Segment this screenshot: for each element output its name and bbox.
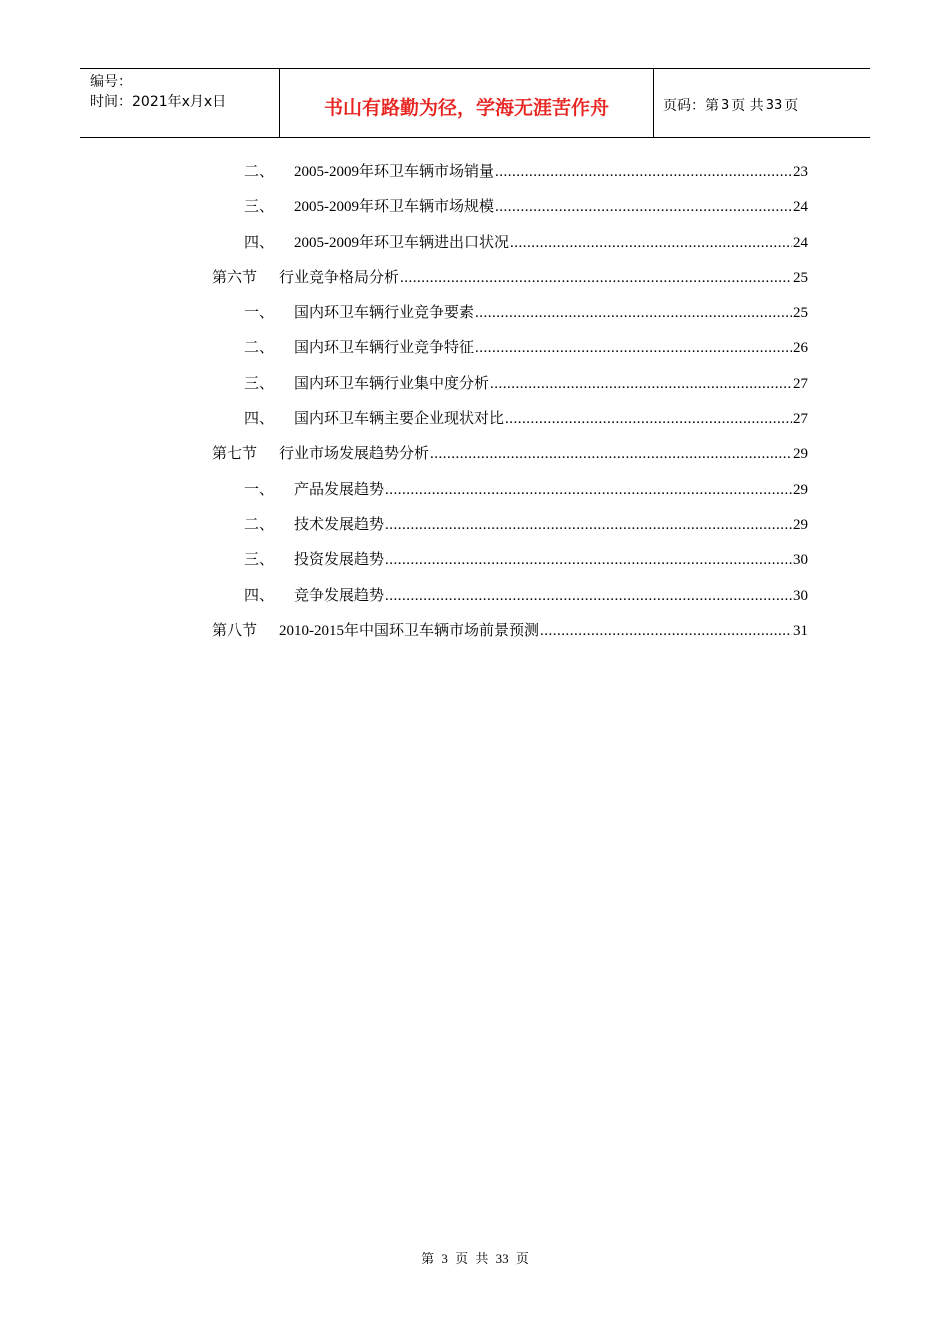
toc-entry-title: 行业竞争格局分析 [279,269,400,286]
toc-leader-dots [505,411,792,428]
header-motto: 书山有路勤为径，学海无涯苦作舟 [323,96,609,119]
toc-entry-label: 三、 [244,199,275,216]
toc-entry-label: 一、 [244,481,275,498]
header-page-cell [654,69,870,137]
toc-entry-page: 24 [793,199,808,216]
toc-entry[interactable] [212,336,808,371]
toc-leader-dots [400,270,792,287]
toc-leader-dots [385,588,792,605]
toc-leader-dots [475,305,792,322]
toc-entry-page: 30 [793,552,808,569]
toc-entry-page: 30 [793,587,808,604]
toc-entry-title: 国内环卫车辆行业竞争特征 [294,340,475,357]
toc-entry-page: 31 [793,622,808,639]
toc-entry-page: 27 [793,375,808,392]
toc-entry-title: 竞争发展趋势 [294,587,385,604]
toc-leader-dots [385,552,792,569]
toc-entry-label: 三、 [244,552,275,569]
toc-entry-title: 国内环卫车辆行业集中度分析 [294,375,490,392]
toc-leader-dots [495,199,792,216]
header-page-prefix: 页码：第 [663,98,719,114]
toc-entry-title: 国内环卫车辆主要企业现状对比 [294,411,505,428]
toc-entry-page: 25 [793,269,808,286]
header-page-mid: 页 共 [731,98,764,114]
document-time-label: 时间：2021年x月x日 [90,94,227,110]
toc-entry[interactable] [212,301,808,336]
toc-entry-title: 2005-2009年环卫车辆市场规模 [294,199,494,216]
toc-entry[interactable] [212,266,808,301]
toc-leader-dots [510,235,792,252]
toc-leader-dots [385,482,792,499]
toc-entry-page: 27 [793,411,808,428]
toc-entry-page: 23 [793,164,808,180]
toc-entry-label: 四、 [244,587,275,604]
header-page-total: 33 [765,97,783,113]
document-number-label: 编号： [90,74,132,90]
toc-entry-title: 2005-2009年环卫车辆市场销量 [294,164,494,180]
toc-entry-page: 29 [793,516,808,533]
toc-leader-dots [490,376,792,393]
header-motto-cell [280,69,654,137]
toc-entry-title: 行业市场发展趋势分析 [279,446,430,463]
toc-entry-label: 二、 [244,340,275,357]
toc-entry-title: 产品发展趋势 [294,481,385,498]
toc-entry-page: 24 [793,234,808,251]
toc-entry-label: 三、 [244,375,275,392]
toc-leader-dots [495,164,792,181]
toc-leader-dots [385,517,792,534]
header-page-suffix: 页 [784,98,799,114]
toc-entry-label: 四、 [244,411,275,428]
page-header [80,68,870,138]
toc-entry[interactable] [212,231,808,266]
toc-entry-label: 第六节 [212,269,258,286]
toc-entry-title: 2005-2009年环卫车辆进出口状况 [294,234,509,251]
toc-entry[interactable] [212,584,808,619]
toc-leader-dots [475,340,792,357]
header-page-current: 3 [721,97,730,113]
toc-entry-page: 29 [793,481,808,498]
toc-entry-label: 二、 [244,164,275,180]
toc-leader-dots [430,446,792,463]
table-of-contents [212,160,808,654]
toc-leader-dots [540,623,792,640]
toc-entry[interactable] [212,407,808,442]
toc-entry-label: 四、 [244,234,275,251]
toc-entry[interactable] [212,513,808,548]
header-meta-cell [80,69,280,137]
toc-entry[interactable] [212,442,808,477]
toc-entry-page: 25 [793,305,808,322]
toc-entry[interactable] [212,548,808,583]
toc-entry-title: 技术发展趋势 [294,516,385,533]
toc-entry[interactable] [212,372,808,407]
toc-entry-label: 第八节 [212,622,258,639]
toc-entry-title: 投资发展趋势 [294,552,385,569]
toc-entry-label: 一、 [244,305,275,322]
toc-entry-label: 二、 [244,516,275,533]
toc-entry-title: 国内环卫车辆行业竞争要素 [294,305,475,322]
page-footer: 第 3 页 共 33 页 [421,1251,529,1266]
toc-entry[interactable] [212,195,808,230]
toc-entry[interactable] [212,478,808,513]
toc-entry[interactable] [212,619,808,654]
toc-entry-label: 第七节 [212,446,258,463]
toc-entry[interactable] [212,160,808,195]
toc-entry-page: 29 [793,446,808,463]
toc-entry-title: 2010-2015年中国环卫车辆市场前景预测 [279,622,539,639]
toc-entry-page: 26 [793,340,808,357]
